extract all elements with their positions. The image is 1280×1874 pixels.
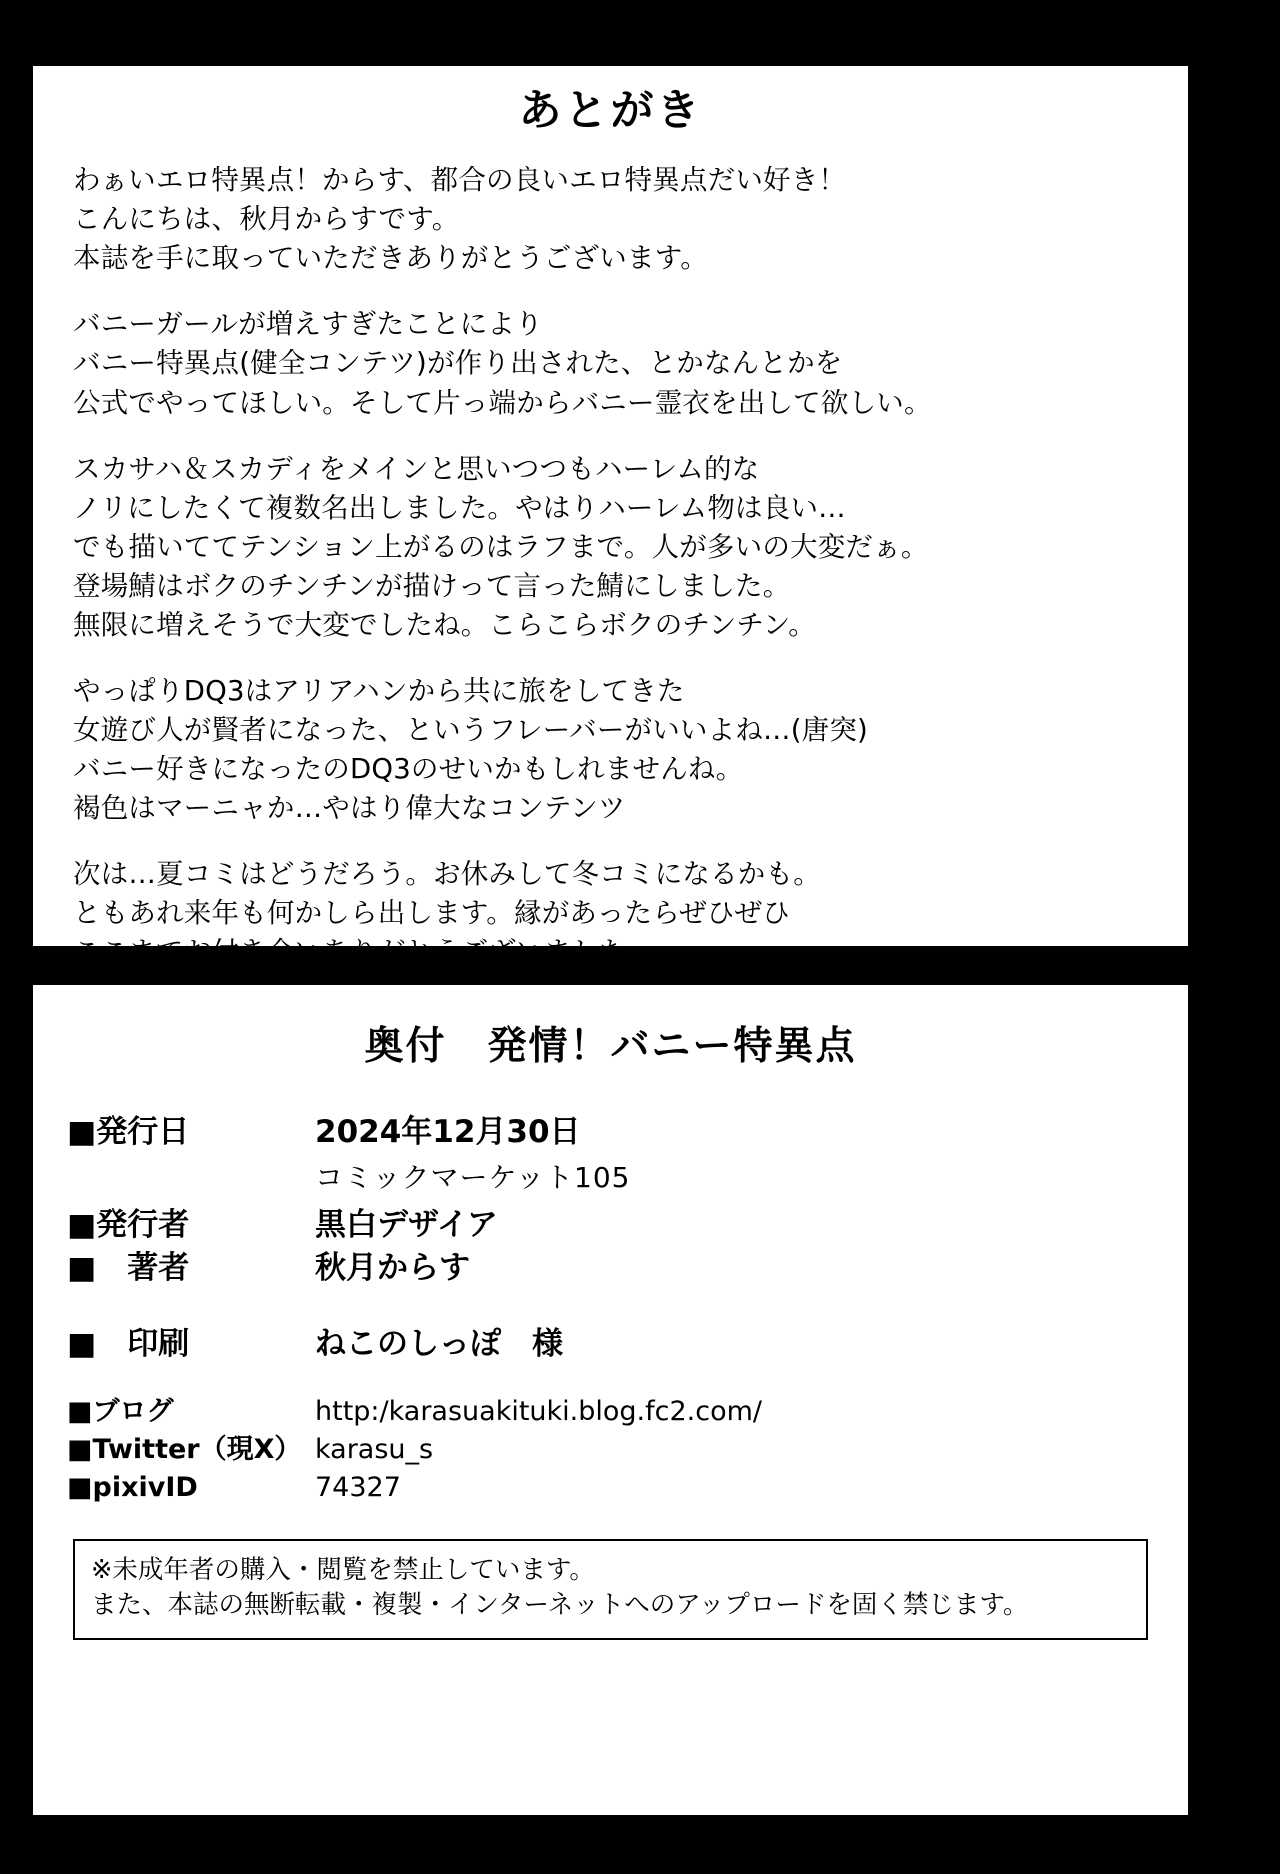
spacer	[67, 1291, 1154, 1325]
spacer	[67, 1368, 1154, 1394]
colophon-value: 秋月からす	[315, 1249, 470, 1286]
text-line: 無限に増えそうで大変でしたね。こらこらボクのチンチン。	[73, 608, 816, 641]
text-line: こんにちは、秋月からすです。	[73, 203, 460, 236]
notice-box	[73, 1539, 1148, 1639]
colophon-row	[67, 1113, 1154, 1152]
pixiv-id[interactable]: 74327	[315, 1472, 401, 1504]
text-line: やっぱりDQ3はアリアハンから共に旅をしてきた	[73, 674, 685, 707]
blog-url[interactable]: http:/karasuakituki.blog.fc2.com/	[315, 1396, 763, 1427]
afterword-paragraph	[73, 305, 1148, 422]
colophon-row	[67, 1249, 1154, 1288]
text-line: 公式でやってほしい。そして片っ端からバニー霊衣を出して欲しい。	[73, 386, 932, 419]
colophon-value: ねこのしっぽ 様	[315, 1326, 563, 1363]
colophon-label: ■発行者	[67, 1206, 190, 1243]
colophon-title: 奥付 発情！バニー特異点	[364, 1024, 857, 1069]
colophon-subvalue: コミックマーケット105	[315, 1160, 631, 1194]
text-line: バニー特異点(健全コンテツ)が作り出された、とかなんとかを	[73, 347, 843, 380]
twitter-handle[interactable]: karasu_s	[315, 1434, 434, 1466]
colophon-value: 黒白デザイア	[315, 1206, 498, 1243]
text-line: 次は…夏コミはどうだろう。お休みして冬コミになるかも。	[73, 858, 821, 890]
afterword-panel	[33, 66, 1188, 969]
text-line: ノリにしたくて複数名出しました。やはりハーレム物は良い…	[73, 491, 846, 524]
afterword-paragraph	[73, 672, 1148, 828]
colophon-label: ■ 著者	[67, 1249, 190, 1286]
colophon-row	[67, 1206, 1154, 1245]
colophon-panel	[33, 985, 1188, 1815]
colophon-label: ■pixivID	[67, 1472, 198, 1504]
text-line: バニーガールが増えすぎたことにより	[73, 308, 543, 341]
text-line: スカサハ＆スカディをメインと思いつつもハーレム的な	[73, 452, 760, 485]
text-line: バニー好きになったのDQ3のせいかもしれませんね。	[73, 752, 744, 785]
afterword-paragraph	[73, 450, 1148, 645]
colophon-row-pixiv	[67, 1470, 1154, 1505]
text-line: 女遊び人が賢者になった、というフレーバーがいいよね…(唐突)	[73, 713, 868, 746]
text-line: 褐色はマーニャか…やはり偉大なコンテンツ	[73, 791, 626, 824]
text-line: でも描いててテンション上がるのはラフまで。人が多いの大変だぁ。	[73, 530, 929, 563]
colophon-label: ■発行日	[67, 1114, 190, 1150]
notice-line: また、本誌の無断転載・複製・インターネットへのアップロードを固く禁じます。	[91, 1590, 1029, 1621]
text-line: わぁいエロ特異点！からす、都合の良いエロ特異点だい好き！	[73, 164, 847, 197]
colophon-row-print	[67, 1325, 1154, 1364]
text-line: 本誌を手に取っていただきありがとうございます。	[73, 242, 708, 275]
afterword-paragraph	[73, 161, 1148, 278]
text-line: ともあれ来年も何かしら出します。縁があったらぜひぜひ	[73, 897, 790, 930]
colophon-label: ■ 印刷	[67, 1326, 190, 1363]
colophon-label: ■Twitter（現X）	[67, 1434, 302, 1466]
colophon-row-blog	[67, 1394, 1154, 1429]
afterword-title: あとがき	[518, 86, 703, 136]
notice-line: ※未成年者の購入・閲覧を禁止しています。	[91, 1555, 595, 1586]
colophon-row-twitter	[67, 1432, 1154, 1467]
text-line: ここまでお付き合いありがとうございました。	[73, 936, 655, 969]
text-line: 登場鯖はボクのチンチンが描けって言った鯖にしました。	[73, 569, 791, 602]
colophon-label: ■ブログ	[67, 1396, 174, 1427]
colophon-value: 2024年12月30日	[315, 1114, 581, 1150]
